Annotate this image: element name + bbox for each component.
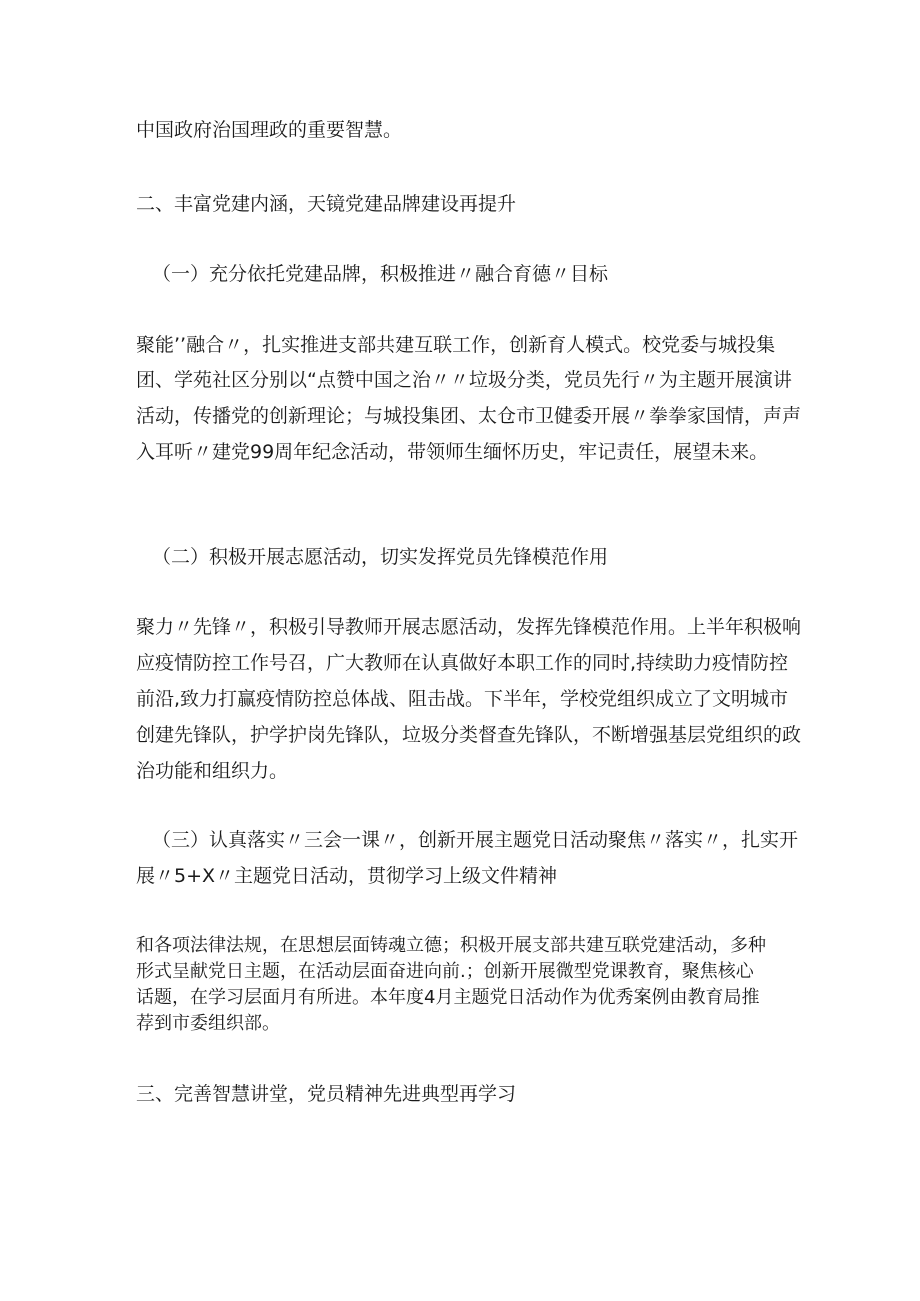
subheading-2-2: （二）积极开展志愿活动，切实发挥党员先锋模范作用 <box>152 546 609 568</box>
paragraph-line: 聚能’’融合〃，扎实推进支部共建互联工作，创新育人模式。校党委与城投集 <box>136 334 776 356</box>
paragraph-line: 团、学苑社区分别以“点赞中国之治〃〃垃圾分类，党员先行〃为主题开展演讲 <box>136 369 792 391</box>
paragraph-line: 活动，传播党的创新理论；与城投集团、太仓市卫健委开展〃拳拳家国情，声声 <box>136 405 802 427</box>
paragraph-line: 和各项法律法规，在思想层面铸魂立德；积极开展支部共建互联党建活动，多种 <box>136 935 766 956</box>
section-heading-3: 三、完善智慧讲堂，党员精神先进典型再学习 <box>136 1083 517 1105</box>
section-heading-2: 二、丰富党建内涵，天镜党建品牌建设再提升 <box>136 193 517 215</box>
paragraph-line: 应疫情防控工作号召，广大教师在认真做好本职工作的同时,持续助力疫情防控 <box>136 652 789 674</box>
paragraph-line: 形式呈献党日主题，在活动层面奋进向前.；创新开展微型党课教育，聚焦核心 <box>136 961 754 982</box>
paragraph-line: 入耳听〃建党99周年纪念活动，带领师生缅怀历史，牢记责任，展望未来。 <box>136 441 769 463</box>
paragraph-line: 聚力〃先锋〃，积极引导教师开展志愿活动，发挥先锋模范作用。上半年积极响 <box>136 616 802 638</box>
subheading-2-1: （一）充分依托党建品牌，积极推进〃融合育德〃目标 <box>152 263 609 285</box>
paragraph-line: 前沿,致力打赢疫情防控总体战、阻击战。下半年，学校党组织成立了文明城市 <box>136 688 789 710</box>
paragraph-line: 创建先锋队，护学护岗先锋队，垃圾分类督查先锋队，不断增强基层党组织的政 <box>136 724 802 746</box>
paragraph-line: 治功能和组织力。 <box>136 760 289 782</box>
subheading-2-3: （三）认真落实〃三会一课〃，创新开展主题党日活动聚焦〃落实〃，扎实开 <box>152 829 799 851</box>
paragraph-line: 话题，在学习层面月有所进。本年度4月主题党日活动作为优秀案例由教育局推 <box>136 987 760 1008</box>
paragraph-line: 中国政府治国理政的重要智慧。 <box>136 119 403 141</box>
subheading-2-3-continued: 展〃5+X〃主题党日活动，贯彻学习上级文件精神 <box>136 865 558 887</box>
paragraph-line: 荐到市委组织部。 <box>136 1013 280 1034</box>
